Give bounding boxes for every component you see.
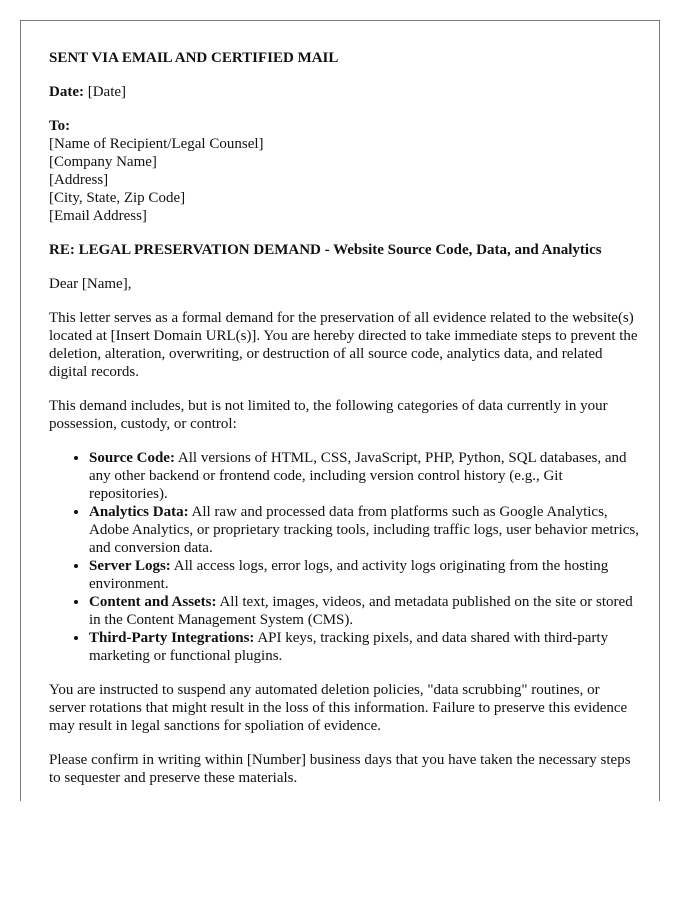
letter-page xyxy=(20,20,660,801)
list-item-term: Third-Party Integrations: xyxy=(89,630,255,646)
list-item-third-party xyxy=(89,629,639,665)
list-item-text: All access logs, error logs, and activity logs originating from the hosting environment. xyxy=(89,558,609,592)
list-item-source-code xyxy=(89,449,639,503)
list-item-term: Server Logs: xyxy=(89,558,171,574)
recipient-email: [Email Address] xyxy=(49,208,147,224)
paragraph-instructions: You are instructed to suspend any automated deletion policies, "data scrubbing" routines, or server rotations that might result in the loss of this information. Failure to preserve this evidence may result in legal sanctions for spoliation of evidence. xyxy=(49,682,628,734)
paragraph-scope: This demand includes, but is not limited to, the following categories of data currently in your possession, custody, or control: xyxy=(49,398,608,432)
list-item-term: Source Code: xyxy=(89,450,175,466)
paragraph-confirmation: Please confirm in writing within [Number] business days that you have taken the necessary steps to sequester and preserve these materials. xyxy=(49,752,631,786)
paragraph-intro: This letter serves as a formal demand for the preservation of all evidence related to the website(s) located at [Insert Domain URL(s)]. You are hereby directed to take immediate steps to prevent the deletion, alteration, overwriting, or destruction of all source code, analytics data, and related digital records. xyxy=(49,310,638,380)
list-item-text: API keys, tracking pixels, and data shared with third-party marketing or functional plugins. xyxy=(89,630,609,664)
recipient-company: [Company Name] xyxy=(49,154,157,170)
data-categories-list xyxy=(49,449,639,665)
recipient-address: [Address] xyxy=(49,172,109,188)
list-item-server-logs xyxy=(89,557,639,593)
list-item-content-assets xyxy=(89,593,639,629)
recipient-city-state-zip: [City, State, Zip Code] xyxy=(49,190,186,206)
list-item-text: All raw and processed data from platforms such as Google Analytics, Adobe Analytics, or proprietary tracking tools, including traffic logs, user behavior metrics, and conversion data. xyxy=(89,504,639,556)
list-item-analytics-data xyxy=(89,503,639,557)
date-line xyxy=(49,83,639,101)
list-item-term: Content and Assets: xyxy=(89,594,217,610)
recipient-name: [Name of Recipient/Legal Counsel] xyxy=(49,136,264,152)
list-item-text: All versions of HTML, CSS, JavaScript, PHP, Python, SQL databases, and any other backend or frontend code, including version control history (e.g., Git repositories). xyxy=(89,450,627,502)
list-item-term: Analytics Data: xyxy=(89,504,189,520)
re-line: RE: LEGAL PRESERVATION DEMAND - Website Source Code, Data, and Analytics xyxy=(49,242,602,258)
letter-body xyxy=(49,49,639,801)
list-item-text: All text, images, videos, and metadata published on the site or stored in the Content Management System (CMS). xyxy=(89,594,633,628)
date-value: [Date] xyxy=(87,84,127,100)
date-label: Date: xyxy=(49,84,84,100)
recipient-block xyxy=(49,117,639,225)
salutation: Dear [Name], xyxy=(49,276,132,292)
delivery-line: SENT VIA EMAIL AND CERTIFIED MAIL xyxy=(49,50,339,66)
to-label: To: xyxy=(49,118,71,134)
